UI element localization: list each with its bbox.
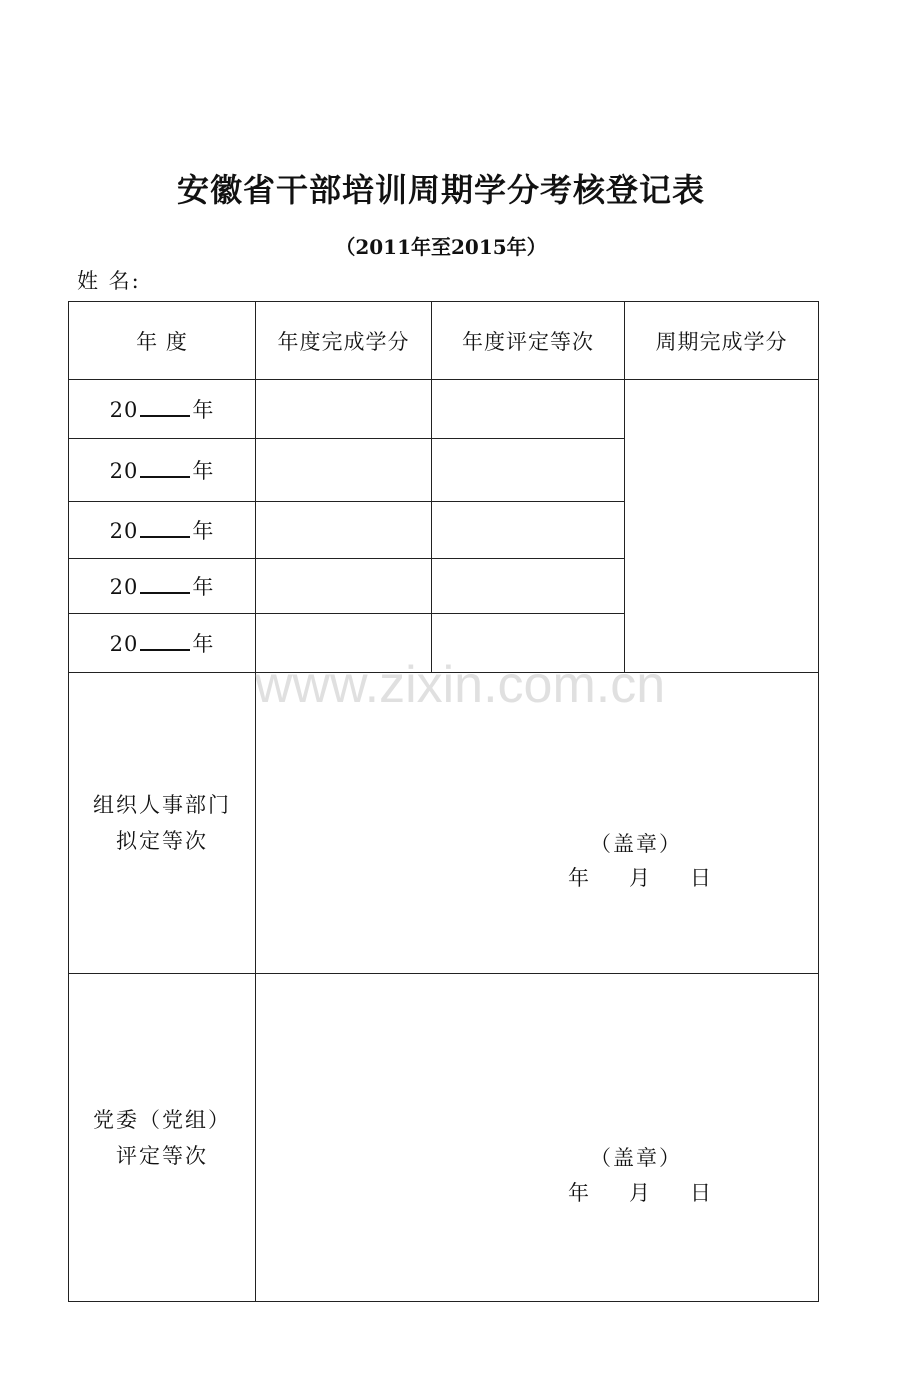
hr-department-grade-field[interactable]	[256, 673, 819, 974]
year-cell: 20 年	[69, 439, 256, 502]
annual-grade-cell[interactable]	[432, 559, 625, 614]
annual-grade-cell[interactable]	[432, 614, 625, 673]
annual-credits-cell[interactable]	[256, 559, 432, 614]
party-committee-label: 党委（党组） 评定等次	[69, 974, 256, 1302]
date-line: 年 月 日	[568, 866, 711, 890]
year-cell: 20 年	[69, 614, 256, 673]
annual-grade-cell[interactable]	[432, 380, 625, 439]
annual-credits-cell[interactable]	[256, 380, 432, 439]
cycle-credits-cell[interactable]	[625, 380, 819, 673]
header-cycle-credits: 周期完成学分	[625, 302, 819, 380]
year-blank[interactable]	[140, 397, 190, 417]
hr-department-label: 组织人事部门 拟定等次	[69, 673, 256, 974]
seal-label: （盖章）	[590, 1146, 682, 1170]
year-blank[interactable]	[140, 518, 190, 538]
year-blank[interactable]	[140, 631, 190, 651]
year-cell: 20 年	[69, 502, 256, 559]
name-label: 姓 名:	[77, 269, 141, 293]
table-row	[69, 380, 819, 439]
year-cell: 20 年	[69, 380, 256, 439]
year-blank[interactable]	[140, 458, 190, 478]
seal-label: （盖章）	[590, 832, 682, 856]
credit-registration-table	[68, 301, 819, 1302]
year-cell: 20 年	[69, 559, 256, 614]
document-subtitle: （2011年至2015年）	[335, 235, 547, 259]
table-header-row	[69, 302, 819, 380]
annual-credits-cell[interactable]	[256, 439, 432, 502]
hr-department-row	[69, 673, 819, 974]
watermark: www.zixin.com.cn	[254, 656, 666, 714]
document-title: 安徽省干部培训周期学分考核登记表	[176, 171, 705, 209]
annual-credits-cell[interactable]	[256, 614, 432, 673]
date-line: 年 月 日	[568, 1181, 711, 1205]
year-blank[interactable]	[140, 574, 190, 594]
annual-credits-cell[interactable]	[256, 502, 432, 559]
annual-grade-cell[interactable]	[432, 502, 625, 559]
header-annual-credits: 年度完成学分	[256, 302, 432, 380]
party-committee-row	[69, 974, 819, 1302]
party-committee-grade-field[interactable]	[256, 974, 819, 1302]
header-annual-grade: 年度评定等次	[432, 302, 625, 380]
annual-grade-cell[interactable]	[432, 439, 625, 502]
header-year: 年 度	[69, 302, 256, 380]
